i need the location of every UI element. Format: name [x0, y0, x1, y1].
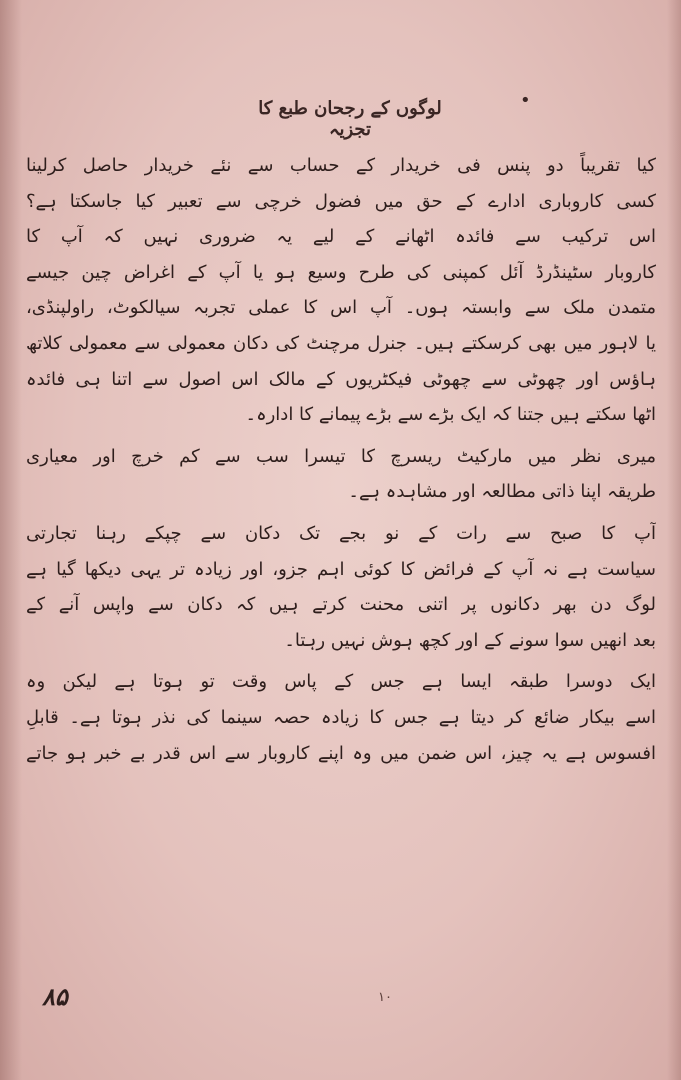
text-line: متمدن ملک سے وابستہ ہوں۔ آپ اس کا عملی تجربہ سیالکوٹ، راولپنڈی،	[26, 297, 656, 319]
text-line: کاروبار سٹینڈرڈ آئل کمپنی کی طرح وسیع ہو یا آپ کے اغراض چین جیسے	[26, 261, 656, 283]
footer-mark: ۱۰	[378, 990, 392, 1005]
text-line: اس ترکیب سے فائدہ اٹھانے کے لیے یہ ضروری نہیں کہ آپ کا	[26, 226, 656, 248]
paragraph-2	[26, 439, 656, 510]
text-line: میری نظر میں مارکیٹ ریسرچ کا تیسرا سب سے کم خرچ اور معیاری	[26, 445, 656, 467]
text-line: کسی کاروباری ادارے کے حق میں فضول خرچی سے تعبیر کیا جاسکتا ہے؟	[26, 190, 656, 212]
stray-ink-mark: •	[520, 90, 531, 111]
page-number: ۸۵	[42, 982, 68, 1011]
text-line: بعد انھیں سوا سونے کے اور کچھ ہوش نہیں رہتا۔	[284, 629, 656, 651]
text-line: طریقہ اپنا ذاتی مطالعہ اور مشاہدہ ہے۔	[348, 481, 656, 503]
text-line: لوگ دن بھر دکانوں پر اتنی محنت کرتے ہیں کہ دکان سے واپس آنے کے	[26, 594, 656, 616]
text-line: ہاؤس اور چھوٹی سے چھوٹی فیکٹریوں کے مالک اس اصول سے اتنا ہی فائدہ	[26, 368, 656, 390]
paragraph-1	[26, 148, 656, 433]
text-line: آپ کا صبح سے رات کے نو بجے تک دکان سے چپکے رہنا تجارتی	[26, 522, 656, 544]
text-line: یا لاہور میں بھی کرسکتے ہیں۔ جنرل مرچنٹ کی دکان معمولی سے معمولی کلاتھ	[26, 332, 656, 354]
text-line: سیاست ہے نہ آپ کے فرائض کا کوئی اہم جزو، اور زیادہ تر یہی دیکھا گیا ہے	[26, 558, 656, 580]
text-line: اسے بیکار ضائع کر دیتا ہے جس کا زیادہ حصہ سینما کی نذر ہوتا ہے۔ قابلِ	[26, 706, 656, 728]
chapter-heading: لوگوں کے رجحان طبع کا تجزیہ	[258, 98, 442, 140]
text-line: افسوس ہے یہ چیز، اس ضمن میں وہ اپنے کاروبار سے اس قدر بے خبر ہو جاتے	[26, 742, 656, 764]
paragraph-3	[26, 516, 656, 658]
paragraph-4	[26, 664, 656, 771]
body-text	[26, 148, 656, 777]
text-line: کیا تقریباً دو پنس فی خریدار کے حساب سے نئے خریدار حاصل کرلینا	[26, 155, 656, 176]
text-line: اٹھا سکتے ہیں جتنا کہ ایک بڑے سے بڑے پیمانے کا ادارہ۔	[245, 404, 656, 426]
text-line: ایک دوسرا طبقہ ایسا ہے جس کے پاس وقت تو ہوتا ہے لیکن وہ	[26, 671, 656, 693]
